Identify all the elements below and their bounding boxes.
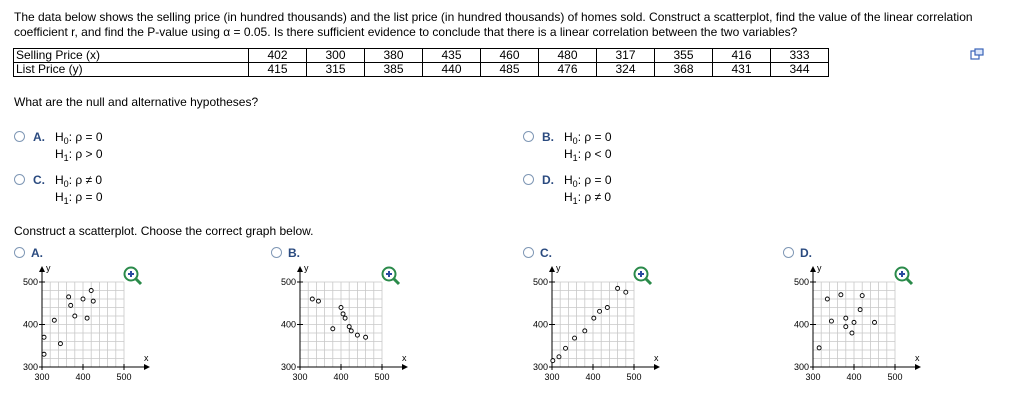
- data-point: [873, 320, 877, 324]
- option-b-h0: $H_0$: ρ = 0: [564, 130, 612, 146]
- y-tick-label: 500: [22, 277, 38, 287]
- zoom-icon-a[interactable]: [123, 266, 143, 286]
- option-a-letter: A.: [33, 130, 45, 144]
- x-axis-arrow: [144, 364, 150, 370]
- list-price-cell: 476: [539, 63, 597, 77]
- data-point: [52, 318, 56, 322]
- data-point: [844, 316, 848, 320]
- data-point: [331, 327, 335, 331]
- y-axis-arrow: [297, 266, 303, 272]
- y-tick-label: 500: [532, 277, 548, 287]
- y-axis-arrow: [810, 266, 816, 272]
- option-d-h1: $H_1$: ρ ≠ 0: [564, 190, 612, 206]
- data-point: [69, 303, 73, 307]
- x-axis-label: x: [144, 353, 149, 363]
- option-a-radio[interactable]: [14, 131, 25, 145]
- x-tick-label: 500: [374, 372, 390, 382]
- x-tick-label: 400: [585, 372, 601, 382]
- data-point: [829, 319, 833, 323]
- y-axis-arrow: [39, 266, 45, 272]
- option-d-radio[interactable]: [523, 174, 534, 188]
- y-tick-label: 400: [532, 319, 548, 330]
- data-point: [557, 355, 561, 359]
- x-tick-label: 300: [544, 372, 560, 382]
- data-point: [81, 297, 85, 301]
- list-price-cell: 324: [597, 63, 655, 77]
- data-point: [73, 314, 77, 318]
- option-b-letter: B.: [542, 130, 554, 144]
- graph-a-letter: A.: [31, 246, 43, 260]
- question-prompt: The data below shows the selling price (in hundred thousands) and the list price (in hundred thousands) of homes sold. Construct a scatterplot, find the value of the linear correlation coefficient r, and find the P-value using α = 0.05. Is there sufficient evidence to conclude that there is a linear correlation between the two variables?: [14, 10, 973, 39]
- option-a-h1: $H_1$: ρ > 0: [55, 147, 103, 163]
- zoom-icon-c[interactable]: [633, 266, 653, 286]
- zoom-icon-b[interactable]: [381, 266, 401, 286]
- data-point: [839, 293, 843, 297]
- x-tick-label: 500: [887, 372, 903, 382]
- selling-price-cell: 460: [481, 49, 539, 63]
- y-tick-label: 500: [793, 277, 809, 287]
- data-point: [860, 294, 864, 298]
- y-axis-label: y: [304, 263, 309, 273]
- y-tick-label: 400: [793, 319, 809, 330]
- y-tick-label: 300: [793, 362, 809, 372]
- x-tick-label: 500: [116, 372, 132, 382]
- data-point: [852, 320, 856, 324]
- list-price-cell: 385: [365, 63, 423, 77]
- graph-b-letter: B.: [288, 246, 300, 260]
- option-d-letter: D.: [542, 173, 554, 187]
- selling-price-cell: 355: [655, 49, 713, 63]
- scatterplot-b[interactable]: [258, 240, 488, 390]
- data-point: [355, 333, 359, 337]
- list-price-cell: 368: [655, 63, 713, 77]
- data-point: [67, 295, 71, 299]
- scatterplot-question: Construct a scatterplot. Choose the correct graph below.: [14, 224, 314, 238]
- list-price-cell: 344: [771, 63, 829, 77]
- data-point: [89, 289, 93, 293]
- hypotheses-question: What are the null and alternative hypotheses?: [14, 95, 259, 109]
- option-b-radio[interactable]: [523, 131, 534, 145]
- data-point: [605, 306, 609, 310]
- data-point: [624, 290, 628, 294]
- data-point: [339, 306, 343, 310]
- scatterplot-d[interactable]: [771, 240, 1001, 390]
- x-tick-label: 300: [34, 372, 50, 382]
- y-tick-label: 400: [280, 319, 296, 330]
- y-tick-label: 300: [280, 362, 296, 372]
- selling-price-cell: 402: [249, 49, 307, 63]
- list-price-cell: 315: [307, 63, 365, 77]
- selling-price-cell: 317: [597, 49, 655, 63]
- x-tick-label: 300: [805, 372, 821, 382]
- list-price-cell: 485: [481, 63, 539, 77]
- data-point: [364, 335, 368, 339]
- selling-price-cell: 300: [307, 49, 365, 63]
- data-point: [343, 316, 347, 320]
- data-point: [598, 309, 602, 313]
- scatterplot-a[interactable]: [0, 240, 230, 390]
- y-axis-label: y: [556, 263, 561, 273]
- data-point: [564, 346, 568, 350]
- selling-price-cell: 380: [365, 49, 423, 63]
- data-table: [13, 48, 829, 77]
- row-label-y: List Price (y): [14, 63, 249, 77]
- data-point: [349, 329, 353, 333]
- y-tick-label: 300: [22, 362, 38, 372]
- row-label-x: Selling Price (x): [14, 49, 249, 63]
- y-tick-label: 500: [280, 277, 296, 287]
- data-point: [616, 286, 620, 290]
- x-tick-label: 400: [75, 372, 91, 382]
- x-axis-arrow: [915, 364, 921, 370]
- list-price-cell: 440: [423, 63, 481, 77]
- zoom-icon-d[interactable]: [894, 266, 914, 286]
- option-a-h0: $H_0$: ρ = 0: [55, 130, 103, 146]
- graph-c-letter: C.: [540, 246, 552, 260]
- option-b-h1: $H_1$: ρ < 0: [564, 147, 612, 163]
- data-point: [583, 329, 587, 333]
- option-c-letter: C.: [33, 173, 45, 187]
- data-point: [844, 325, 848, 329]
- list-price-cell: 415: [249, 63, 307, 77]
- option-c-h1: $H_1$: ρ = 0: [55, 190, 103, 206]
- data-point: [825, 297, 829, 301]
- data-point: [42, 352, 46, 356]
- data-point: [551, 359, 555, 363]
- x-tick-label: 400: [846, 372, 862, 382]
- data-point: [91, 299, 95, 303]
- y-axis-label: y: [46, 263, 51, 273]
- data-point: [316, 299, 320, 303]
- y-tick-label: 400: [22, 319, 38, 330]
- data-point: [817, 346, 821, 350]
- option-c-h0: $H_0$: ρ ≠ 0: [55, 173, 103, 189]
- option-c-radio[interactable]: [14, 174, 25, 188]
- data-point: [858, 308, 862, 312]
- list-price-cell: 431: [713, 63, 771, 77]
- data-point: [85, 316, 89, 320]
- x-axis-label: x: [915, 353, 920, 363]
- data-point: [592, 316, 596, 320]
- x-tick-label: 400: [333, 372, 349, 382]
- y-tick-label: 300: [532, 362, 548, 372]
- selling-price-cell: 333: [771, 49, 829, 63]
- y-axis-label: y: [817, 263, 822, 273]
- option-d-h0: $H_0$: ρ = 0: [564, 173, 612, 189]
- x-axis-arrow: [402, 364, 408, 370]
- data-point: [850, 331, 854, 335]
- x-axis-arrow: [654, 364, 660, 370]
- graph-d-letter: D.: [800, 246, 812, 260]
- x-axis-label: x: [402, 353, 407, 363]
- data-point: [310, 297, 314, 301]
- copy-data-icon[interactable]: [970, 48, 984, 62]
- selling-price-cell: 435: [423, 49, 481, 63]
- scatterplot-c[interactable]: [510, 240, 740, 390]
- data-point: [58, 342, 62, 346]
- data-point: [42, 335, 46, 339]
- data-point: [573, 336, 577, 340]
- data-point: [347, 325, 351, 329]
- x-axis-label: x: [654, 353, 659, 363]
- selling-price-cell: 416: [713, 49, 771, 63]
- x-tick-label: 500: [626, 372, 642, 382]
- data-point: [341, 312, 345, 316]
- selling-price-cell: 480: [539, 49, 597, 63]
- y-axis-arrow: [549, 266, 555, 272]
- x-tick-label: 300: [292, 372, 308, 382]
